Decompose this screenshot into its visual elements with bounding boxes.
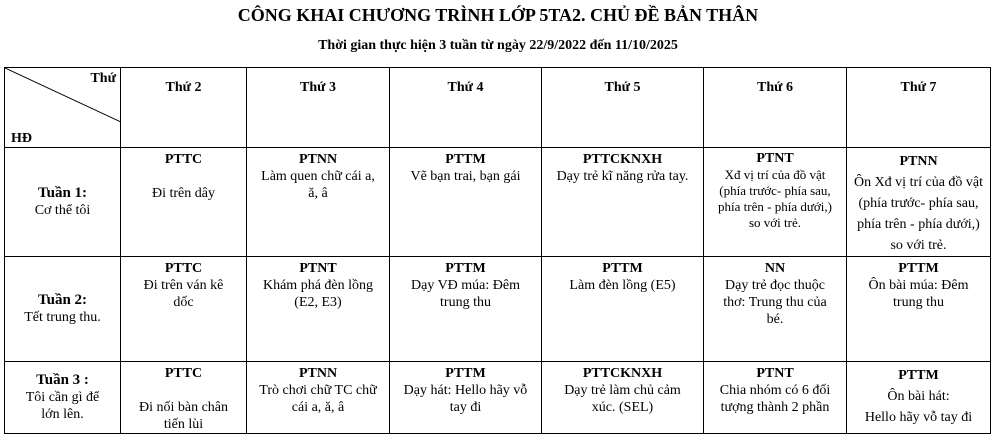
activity-area: PTTC [164, 366, 203, 381]
activity-area: PTNN [298, 366, 338, 381]
activity-cell [542, 257, 704, 362]
activity-area: PTTC [164, 152, 203, 167]
activity-area: PTTM [898, 368, 939, 383]
day-header: Thứ 3 [247, 68, 390, 148]
activity-text: Trò chơi chữ TC chữ cái a, ă, â [259, 383, 377, 415]
week-cell [5, 257, 121, 362]
activity-cell [390, 362, 542, 434]
week-row [5, 362, 991, 434]
day-header: Thứ 2 [121, 68, 247, 148]
corner-day-label: Thứ [90, 71, 116, 86]
activity-cell [247, 257, 390, 362]
activity-text: Dạy trẻ đọc thuộc thơ: Trung thu của bé. [723, 278, 827, 327]
activity-area: NN [764, 261, 786, 276]
activity-text: Dạy trẻ làm chủ cảm xúc. (SEL) [564, 383, 681, 415]
week-cell [5, 362, 121, 434]
activity-cell [542, 148, 704, 257]
activity-cell [542, 362, 704, 434]
activity-text: Chia nhóm có 6 đối tượng thành 2 phần [719, 383, 831, 415]
activity-cell [847, 257, 991, 362]
week-cell [5, 148, 121, 257]
activity-cell [704, 257, 847, 362]
activity-area: PTNN [298, 152, 338, 167]
activity-cell [390, 257, 542, 362]
activity-cell [247, 148, 390, 257]
activity-area: PTTM [445, 261, 486, 276]
activity-text: Dạy hát: Hello hãy vỗ tay đi [403, 383, 528, 415]
week-row [5, 148, 991, 257]
activity-cell [847, 362, 991, 434]
activity-area: PTTM [898, 261, 939, 276]
activity-text: Làm đèn lồng (E5) [569, 278, 676, 293]
activity-cell [247, 362, 390, 434]
header-row [5, 68, 991, 148]
activity-text: Xđ vị trí của đồ vật (phía trước- phía sau, phía trên - phía dưới,) so với trẻ. [718, 167, 832, 230]
activity-area: PTTC [164, 261, 203, 276]
activity-area: PTTM [445, 366, 486, 381]
activity-area: PTNT [756, 366, 794, 381]
schedule-table [4, 67, 991, 434]
activity-text: Dạy trẻ kĩ năng rửa tay. [556, 169, 689, 184]
week-label: Tuần 2: [37, 292, 88, 308]
activity-text: Dạy VĐ múa: Đêm trung thu [411, 278, 520, 310]
activity-area: PTTM [445, 152, 486, 167]
week-topic: Tết trung thu. [24, 310, 101, 325]
activity-cell [847, 148, 991, 257]
activity-area: PTTCKNXH [582, 152, 663, 167]
corner-activity-label: HĐ [11, 131, 32, 146]
week-row [5, 257, 991, 362]
activity-area: PTTCKNXH [582, 366, 663, 381]
activity-text: Đi trên dây [152, 186, 215, 201]
activity-cell [121, 148, 247, 257]
week-label: Tuần 3 : [36, 372, 89, 388]
week-topic: Cơ thể tôi [34, 203, 91, 218]
activity-cell [121, 257, 247, 362]
document-title: CÔNG KHAI CHƯƠNG TRÌNH LỚP 5TA2. CHỦ ĐỀ BẢN THÂN [237, 5, 759, 25]
activity-text: Đi trên ván kê dốc [143, 278, 224, 310]
activity-cell [704, 362, 847, 434]
activity-text: Đi nối bàn chân tiến lùi [138, 400, 229, 432]
activity-text: Ôn Xđ vị trí của đồ vật (phía trước- phía sau, phía trên - phía dưới,) so với trẻ. [853, 175, 984, 253]
day-header: Thứ 4 [390, 68, 542, 148]
week-topic: Tôi cần gì để lớn lên. [25, 390, 100, 422]
activity-text: Khám phá đèn lồng (E2, E3) [262, 278, 374, 310]
day-header: Thứ 6 [704, 68, 847, 148]
day-header: Thứ 7 [847, 68, 991, 148]
day-header: Thứ 5 [542, 68, 704, 148]
activity-cell [704, 148, 847, 257]
activity-cell [121, 362, 247, 434]
document-subtitle: Thời gian thực hiện 3 tuần từ ngày 22/9/2022 đến 11/10/2025 [318, 38, 678, 53]
activity-text: Ôn bài hát: Hello hãy vỗ tay đi [864, 389, 973, 425]
activity-cell [390, 148, 542, 257]
week-label: Tuần 1: [37, 185, 88, 201]
activity-area: PTNN [899, 154, 938, 169]
activity-area: PTTM [602, 261, 643, 276]
corner-cell [5, 68, 121, 148]
activity-area: PTNT [299, 261, 337, 276]
activity-text: Vẽ bạn trai, bạn gái [410, 169, 521, 184]
activity-area: PTNT [756, 151, 794, 166]
activity-text: Ôn bài múa: Đêm trung thu [868, 278, 969, 310]
activity-text: Làm quen chữ cái a, ă, â [261, 169, 375, 201]
